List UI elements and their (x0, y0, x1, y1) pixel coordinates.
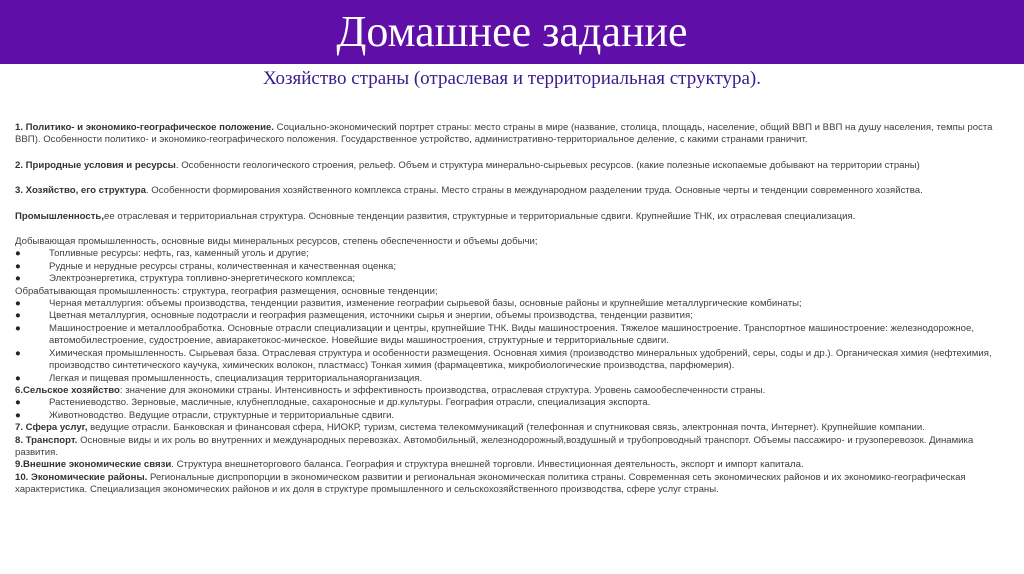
section-6-text: : значение для экономики страны. Интенсивность и эффективность производства, отраслевая структура. Уровень самообеспеченности страны. (119, 384, 766, 396)
list-item-text: Животноводство. Ведущие отрасли, структурные и территориальные сдвиги. (49, 409, 395, 421)
bullet-icon: ● (15, 347, 21, 359)
title-banner (0, 0, 1024, 64)
section-9-heading: 9.Внешние экономические связи (15, 459, 172, 471)
list-item (15, 410, 1005, 422)
page-title: Домашнее задание (336, 7, 688, 56)
section-2-heading: 2. Природные условия и ресурсы (15, 159, 176, 171)
list-item-text: Химическая промышленность. Сырьевая база. Отраслевая структура и особенности размещения. Основная химия (производство минеральных удобрений, серы, соды и др.). Органическая химия (нефтехимия, производство синтетического каучука, химических волокон, пластмасс) Тонкая химия (фармацевтика, микробиологические производства, парфюмерия). (49, 347, 992, 372)
industry-text: ее отраслевая и территориальная структура. Основные тенденции развития, структурные и территориальные сдвиги. Крупнейшие ТНК, их отраслевая специализация. (104, 210, 856, 222)
section-industry (15, 211, 1005, 223)
section-7-heading: 7. Сфера услуг, (15, 422, 88, 434)
bullet-icon: ● (15, 397, 21, 409)
section-8 (15, 435, 1005, 460)
bullet-icon: ● (15, 372, 21, 384)
section-7-text: ведущие отрасли. Банковская и финансовая сфера, НИОКР, туризм, система телекоммуникаций (телефонная и спутниковая связь, электронная почта, Интернет). Крупнейшие компании. (87, 422, 925, 434)
bullet-icon: ● (15, 260, 21, 272)
list-item-text: Рудные и нерудные ресурсы страны, количественная и качественная оценка; (49, 260, 397, 272)
list-item (15, 373, 1005, 385)
section-1 (15, 122, 1005, 147)
assignment-content (15, 122, 1005, 497)
list-item (15, 323, 1005, 348)
bullet-icon: ● (15, 322, 21, 334)
bullet-icon: ● (15, 248, 21, 260)
section-7 (15, 422, 1005, 434)
section-6-heading: 6.Сельское хозяйство (15, 384, 120, 396)
list-item (15, 273, 1005, 285)
list-item-text: Черная металлургия: объемы производства, тенденции развития, изменение географии сырьевой базы, основные районы и крупнейшие металлургические комбинаты; (49, 298, 802, 310)
bullet-icon: ● (15, 310, 21, 322)
list-item (15, 261, 1005, 273)
section-3 (15, 185, 1005, 197)
section-10 (15, 472, 1005, 497)
section-3-text: . Особенности формирования хозяйственного комплекса страны. Место страны в международном разделении труда. Основные черты и тенденции современного хозяйства. (145, 185, 923, 197)
list-item (15, 348, 1005, 373)
section-3-heading: 3. Хозяйство, его структура (15, 185, 146, 197)
list-item (15, 310, 1005, 322)
bullet-icon: ● (15, 298, 21, 310)
list-item-text: Машиностроение и металлообработка. Основные отрасли специализации и центры, крупнейшие ТНК. Виды машиностроения. Тяжелое машиностроение. Транспортное машиностроение: железнодорожное, автомобилестроение, судостроение, авиаракетокос-мическое. Новейшие виды машиностроения, структурные и территориальные сдвиги. (49, 322, 975, 347)
section-9-text: . Структура внешнеторгового баланса. География и структура внешней торговли. Инвестиционная деятельность, экспорт и импорт капитала. (171, 459, 804, 471)
list-item-text: Электроэнергетика, структура топливно-энергетического комплекса; (49, 273, 356, 285)
list-item-text: Топливные ресурсы: нефть, газ, каменный уголь и другие; (49, 248, 309, 260)
subtitle: Хозяйство страны (отраслевая и территориальная структура). (262, 68, 762, 89)
list-item-text: Растениеводство. Зерновые, масличные, клубнеплодные, сахароносные и др.культуры. География отрасли, специализация экспорта. (49, 397, 651, 409)
section-1-heading: 1. Политико- и экономико-географическое положение. (15, 122, 274, 133)
bullet-icon: ● (15, 409, 21, 421)
section-9 (15, 459, 1005, 471)
manufacturing-intro: Обрабатывающая промышленность: структура, география размещения, основные тенденции; (15, 285, 438, 297)
mining-intro: Добывающая промышленность, основные виды минеральных ресурсов, степень обеспеченности и объемы добычи; (15, 236, 538, 248)
list-item-text: Цветная металлургия, основные подотрасли и география размещения, источники сырья и энергии, объемы производства, тенденции развития; (49, 310, 693, 322)
section-10-text: Региональные диспропорции в экономическом развитии и региональная экономическая политика страны. Современная сеть экономических районов и их экономико-географическая характеристика. Специализация экономических районов и их доля в структуре промышленного и сельскохозяйственного производства, сфере услуг страны. (15, 471, 966, 496)
list-item-text: Легкая и пищевая промышленность, специализация территориальнаяорганизация. (49, 372, 423, 384)
section-10-heading: 10. Экономические районы. (15, 471, 148, 483)
section-1-text: Социально-экономический портрет страны: место страны в мире (название, столица, площадь, население, общий ВВП и ВВП на душу населения, темпы роста ВВП). Особенности политико- и экономико-географического положения. Государственное устройство, административно-территориальное деление, с какими странами граничит. (15, 122, 993, 146)
industry-heading: Промышленность, (15, 210, 104, 222)
section-6 (15, 385, 1005, 397)
section-8-heading: 8. Транспорт. (15, 434, 78, 446)
bullet-icon: ● (15, 273, 21, 285)
section-2 (15, 160, 1005, 172)
list-item (15, 298, 1005, 310)
list-item (15, 397, 1005, 409)
list-item (15, 248, 1005, 260)
section-2-text: . Особенности геологического строения, рельеф. Объем и структура минерально-сырьевых ресурсов. (какие полезные ископаемые добывают на территории страны) (175, 159, 920, 171)
section-8-text: Основные виды и их роль во внутренних и международных перевозках. Автомобильный, железнодорожный,воздушный и трубопроводный транспорт. Объемы пассажиро- и грузоперевозок. Динамика развития. (15, 434, 974, 458)
